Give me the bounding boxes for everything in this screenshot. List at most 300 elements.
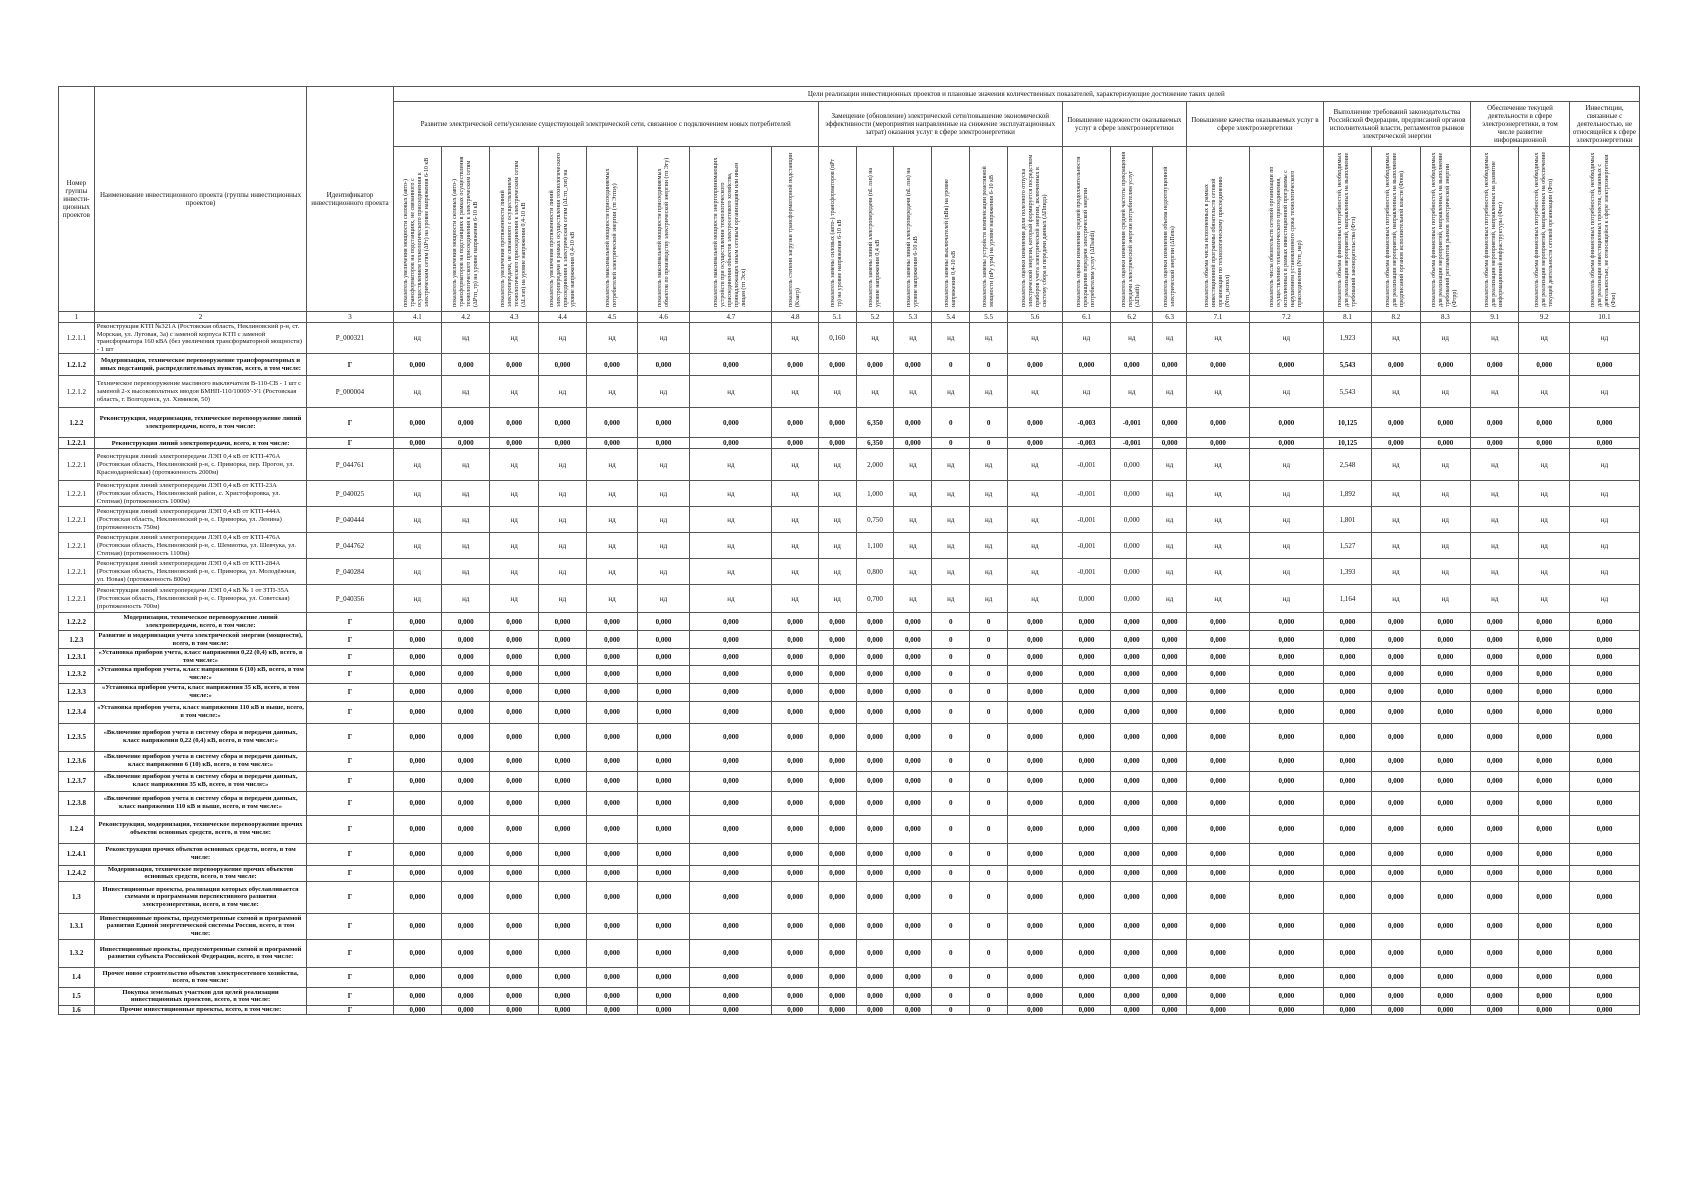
- row-value-cell: нд: [1420, 449, 1471, 481]
- row-value-cell: 0,000: [690, 723, 772, 751]
- row-value-cell: 0,000: [1111, 665, 1153, 683]
- row-value-cell: 0,000: [1186, 939, 1249, 967]
- row-value-cell: 0,000: [587, 723, 638, 751]
- row-value-cell: 0,000: [1008, 771, 1063, 791]
- row-value-cell: 0,000: [1569, 843, 1639, 865]
- table-row: [59, 408, 1640, 438]
- row-project-id: Г: [307, 843, 393, 865]
- row-value-cell: 0,000: [1153, 815, 1187, 843]
- row-value-cell: -0,001: [1111, 408, 1153, 438]
- row-value-cell: 0,000: [1062, 967, 1110, 987]
- row-value-cell: 0,000: [1569, 967, 1639, 987]
- row-project-id: Г: [307, 701, 393, 723]
- row-value-cell: нд: [538, 507, 586, 533]
- row-value-cell: 0,000: [1250, 613, 1324, 631]
- indicator-label: показатель объема финансовых потребностей, необходимых для реализации мероприятий, направленных на выполнение требований регламентов рынков электрической энергии (Фтрр): [1431, 152, 1459, 307]
- row-value-cell: 0,000: [818, 815, 856, 843]
- row-value-cell: 0,000: [1471, 939, 1519, 967]
- row-value-cell: 0,000: [1471, 791, 1519, 815]
- row-value-cell: 0,000: [1471, 881, 1519, 913]
- row-value-cell: нд: [970, 449, 1008, 481]
- row-value-cell: 0,000: [1569, 791, 1639, 815]
- row-value-cell: 0,000: [1250, 865, 1324, 881]
- row-value-cell: 0,000: [894, 408, 932, 438]
- row-value-cell: 0,000: [393, 913, 441, 939]
- row-value-cell: 0,160: [818, 323, 856, 354]
- row-value-cell: нд: [690, 376, 772, 408]
- row-value-cell: 0,000: [1569, 701, 1639, 723]
- row-value-cell: нд: [772, 481, 818, 507]
- row-value-cell: 0,000: [538, 631, 586, 649]
- indicator-header: [772, 147, 818, 312]
- row-value-cell: 0,000: [1186, 683, 1249, 701]
- row-value-cell: 0,000: [1062, 665, 1110, 683]
- row-value-cell: 0,000: [1420, 613, 1471, 631]
- row-value-cell: 0,000: [690, 771, 772, 791]
- row-value-cell: 2,548: [1323, 449, 1371, 481]
- row-value-cell: 0,000: [1250, 751, 1324, 771]
- row-value-cell: 0,000: [1471, 723, 1519, 751]
- row-project-name: «Установка приборов учета, класс напряжения 110 кВ и выше, всего, в том числе:»: [94, 701, 307, 723]
- column-number: 7.1: [1186, 312, 1249, 323]
- row-value-cell: 0,000: [1471, 913, 1519, 939]
- row-value-cell: нд: [490, 585, 538, 613]
- row-value-cell: 0,000: [772, 613, 818, 631]
- row-value-cell: 0,000: [856, 701, 894, 723]
- row-value-cell: 0,000: [587, 613, 638, 631]
- row-value-cell: 0,000: [442, 408, 490, 438]
- row-value-cell: 0,000: [1569, 865, 1639, 881]
- row-value-cell: 0,000: [538, 665, 586, 683]
- row-value-cell: 0,000: [490, 683, 538, 701]
- row-value-cell: 0,000: [1420, 987, 1471, 1005]
- row-value-cell: 0,000: [772, 354, 818, 376]
- row-value-cell: 0,000: [690, 815, 772, 843]
- row-value-cell: 0,000: [856, 665, 894, 683]
- row-value-cell: нд: [490, 376, 538, 408]
- indicator-label: показатель объема финансовых потребностей, необходимых для реализации мероприятий, направленных на обеспечение текущей деятельности сетевой организации (Фто): [1533, 151, 1554, 307]
- row-value-cell: 0,000: [1420, 815, 1471, 843]
- row-value-cell: 0: [970, 865, 1008, 881]
- row-value-cell: нд: [587, 376, 638, 408]
- row-value-cell: нд: [1471, 585, 1519, 613]
- row-value-cell: нд: [393, 449, 441, 481]
- row-value-cell: 0,000: [490, 649, 538, 665]
- row-value-cell: 0,000: [490, 354, 538, 376]
- indicator-header: [1471, 147, 1519, 312]
- row-value-cell: 0: [932, 438, 970, 449]
- row-value-cell: 0,000: [1420, 913, 1471, 939]
- indicator-label: показатель максимальной мощности энергопринимающих устройств при осуществлении технологического присоединения объектов электросетевого хозяйства, принадлежащих иным сетевым организациям или иным лицам (тп Эсх): [713, 157, 748, 307]
- row-value-cell: нд: [1372, 323, 1420, 354]
- indicator-label: показатель замены устройств компенсации реактивной мощности (nPу урм) на уровне напряжения 6-10 кВ: [981, 166, 995, 307]
- row-value-cell: 0,000: [1323, 683, 1371, 701]
- row-value-cell: нд: [772, 533, 818, 559]
- column-number: 4.7: [690, 312, 772, 323]
- row-value-cell: 0,000: [1471, 967, 1519, 987]
- row-value-cell: 0,000: [772, 751, 818, 771]
- row-value-cell: нд: [1471, 533, 1519, 559]
- row-value-cell: 0,000: [1008, 354, 1063, 376]
- row-group-number: 1.2.2.1: [59, 449, 95, 481]
- row-value-cell: нд: [637, 376, 690, 408]
- row-value-cell: 6,350: [856, 438, 894, 449]
- row-value-cell: 0,000: [690, 665, 772, 683]
- row-value-cell: 0,000: [1420, 751, 1471, 771]
- row-value-cell: 0,000: [1372, 701, 1420, 723]
- row-value-cell: 0,000: [818, 665, 856, 683]
- row-value-cell: 0,000: [1323, 723, 1371, 751]
- row-value-cell: 0,000: [393, 881, 441, 913]
- row-value-cell: 0,000: [1008, 865, 1063, 881]
- row-group-number: 1.2.4.1: [59, 843, 95, 865]
- row-value-cell: 0,000: [690, 881, 772, 913]
- row-value-cell: 0,000: [442, 865, 490, 881]
- table-row: [59, 939, 1640, 967]
- row-value-cell: 0,000: [1323, 967, 1371, 987]
- row-value-cell: нд: [587, 559, 638, 585]
- indicator-header: [690, 147, 772, 312]
- indicator-label: показатель замены выключателей (nВв) на уровне напряжения 0,4-10 кВ: [943, 179, 957, 307]
- row-value-cell: 0,000: [442, 987, 490, 1005]
- row-value-cell: 0: [932, 939, 970, 967]
- row-value-cell: 0,000: [1420, 683, 1471, 701]
- row-value-cell: 0,000: [538, 771, 586, 791]
- column-number: 6.1: [1062, 312, 1110, 323]
- row-value-cell: 0,000: [587, 408, 638, 438]
- row-value-cell: 0,000: [1153, 751, 1187, 771]
- row-value-cell: 0,000: [818, 613, 856, 631]
- row-value-cell: нд: [1250, 559, 1324, 585]
- row-value-cell: 0,000: [894, 939, 932, 967]
- column-number: 5.1: [818, 312, 856, 323]
- row-value-cell: нд: [393, 376, 441, 408]
- row-value-cell: 0,000: [856, 613, 894, 631]
- goal-group-header: Замещение (обновление) электрической сети/повышение экономической эффективности (мероприятия направленные на снижение эксплуатационных затрат) оказания услуг в сфере электроэнергетики: [818, 102, 1062, 147]
- row-value-cell: 0,000: [637, 771, 690, 791]
- row-value-cell: 0,000: [772, 865, 818, 881]
- row-value-cell: нд: [1153, 507, 1187, 533]
- row-value-cell: 0,000: [1111, 987, 1153, 1005]
- row-value-cell: 0,000: [1062, 701, 1110, 723]
- indicator-header: [1111, 147, 1153, 312]
- table-row: [59, 791, 1640, 815]
- row-value-cell: 0,000: [1062, 354, 1110, 376]
- row-value-cell: 0,000: [1186, 815, 1249, 843]
- row-value-cell: 0,000: [1471, 631, 1519, 649]
- row-value-cell: 0,000: [490, 843, 538, 865]
- row-project-name: Реконструкция линий электропередачи ЛЭП 0,4 кВ от КТП-476А (Ростовская область, Неклиновский р-н, с. Шемиотка, ул. Шевчука, ул. Степная) (протяженность 1100м): [94, 533, 307, 559]
- table-row: [59, 701, 1640, 723]
- row-value-cell: нд: [1372, 533, 1420, 559]
- header-goals: Цели реализации инвестиционных проектов и плановые значения количественных показателей, характеризующие достижение таких целей: [393, 87, 1639, 102]
- column-number: 4.2: [442, 312, 490, 323]
- row-value-cell: 0,000: [1569, 408, 1639, 438]
- row-value-cell: 0,000: [1569, 987, 1639, 1005]
- row-value-cell: 0,000: [772, 723, 818, 751]
- row-value-cell: нд: [1186, 507, 1249, 533]
- row-value-cell: 0,000: [1008, 913, 1063, 939]
- row-value-cell: 0: [970, 913, 1008, 939]
- row-value-cell: 0,000: [490, 881, 538, 913]
- row-value-cell: 0,000: [856, 865, 894, 881]
- row-value-cell: 0,000: [442, 723, 490, 751]
- row-value-cell: нд: [1372, 449, 1420, 481]
- row-value-cell: 0,000: [637, 408, 690, 438]
- row-value-cell: 0: [932, 613, 970, 631]
- row-value-cell: 0,000: [772, 881, 818, 913]
- row-value-cell: 0,000: [637, 701, 690, 723]
- row-value-cell: 0,000: [538, 649, 586, 665]
- row-value-cell: 0,000: [1420, 438, 1471, 449]
- row-value-cell: 0,000: [393, 701, 441, 723]
- row-value-cell: нд: [1186, 533, 1249, 559]
- row-value-cell: нд: [1153, 585, 1187, 613]
- row-project-id: Г: [307, 1005, 393, 1014]
- row-value-cell: 0,000: [1153, 987, 1187, 1005]
- row-value-cell: 0: [970, 815, 1008, 843]
- row-value-cell: 0,000: [1519, 939, 1570, 967]
- row-value-cell: 0,000: [1519, 791, 1570, 815]
- row-value-cell: 0: [970, 881, 1008, 913]
- indicator-header: [1519, 147, 1570, 312]
- row-project-id: P_044762: [307, 533, 393, 559]
- row-value-cell: 0,000: [1250, 815, 1324, 843]
- row-value-cell: 0,000: [772, 987, 818, 1005]
- row-value-cell: 0,000: [442, 751, 490, 771]
- row-value-cell: 0,000: [1372, 1005, 1420, 1014]
- row-value-cell: 0,000: [894, 881, 932, 913]
- row-value-cell: нд: [637, 323, 690, 354]
- row-group-number: 1.4: [59, 967, 95, 987]
- table-row: [59, 723, 1640, 751]
- row-value-cell: нд: [818, 559, 856, 585]
- row-value-cell: нд: [818, 533, 856, 559]
- row-value-cell: 0,000: [894, 771, 932, 791]
- row-value-cell: нд: [970, 376, 1008, 408]
- row-value-cell: 0: [932, 701, 970, 723]
- row-value-cell: 0,000: [1062, 751, 1110, 771]
- row-value-cell: нд: [1250, 323, 1324, 354]
- row-value-cell: 0,000: [637, 683, 690, 701]
- row-value-cell: нд: [1372, 559, 1420, 585]
- row-group-number: 1.3.2: [59, 939, 95, 967]
- indicator-header: [856, 147, 894, 312]
- row-value-cell: 0,000: [1111, 939, 1153, 967]
- row-value-cell: 1,527: [1323, 533, 1371, 559]
- row-value-cell: нд: [1569, 376, 1639, 408]
- row-value-cell: нд: [442, 376, 490, 408]
- row-value-cell: нд: [894, 533, 932, 559]
- row-value-cell: 0,000: [637, 1005, 690, 1014]
- row-value-cell: 0,000: [894, 649, 932, 665]
- row-value-cell: нд: [1008, 323, 1063, 354]
- row-value-cell: 0,000: [1420, 843, 1471, 865]
- row-value-cell: нд: [772, 559, 818, 585]
- row-value-cell: нд: [1153, 323, 1187, 354]
- row-value-cell: 0,000: [1471, 613, 1519, 631]
- table-row: [59, 683, 1640, 701]
- row-project-id: Г: [307, 438, 393, 449]
- row-project-name: Инвестиционные проекты, реализация которых обуславливается схемами и программами перспективного развития электроэнергетики, всего, в том числе:: [94, 881, 307, 913]
- row-value-cell: 0,000: [894, 751, 932, 771]
- row-value-cell: 0,000: [393, 665, 441, 683]
- header-project-id: Идентификатор инвестиционного проекта: [307, 87, 393, 312]
- row-value-cell: 0,000: [1008, 987, 1063, 1005]
- row-value-cell: 0,000: [856, 771, 894, 791]
- row-value-cell: 0,000: [818, 913, 856, 939]
- row-group-number: 1.5: [59, 987, 95, 1005]
- row-value-cell: нд: [490, 481, 538, 507]
- row-value-cell: нд: [690, 533, 772, 559]
- row-value-cell: 0,000: [894, 438, 932, 449]
- row-value-cell: нд: [772, 585, 818, 613]
- row-project-name: Модернизация, техническое перевооружение трансформаторных и иных подстанций, распределительных пунктов, всего, в том числе:: [94, 354, 307, 376]
- row-value-cell: нд: [1250, 481, 1324, 507]
- row-value-cell: 0,000: [490, 701, 538, 723]
- row-value-cell: 0,000: [490, 613, 538, 631]
- indicator-header: [490, 147, 538, 312]
- row-value-cell: нд: [690, 585, 772, 613]
- row-value-cell: 1,100: [856, 533, 894, 559]
- row-value-cell: 0,000: [442, 791, 490, 815]
- goal-group-header: Инвестиции, связанные с деятельностью, не относящейся к сфере электроэнергетики: [1569, 102, 1639, 147]
- row-value-cell: 0,000: [1420, 354, 1471, 376]
- row-value-cell: 0,000: [538, 865, 586, 881]
- row-value-cell: 0,000: [1420, 771, 1471, 791]
- row-value-cell: нд: [1153, 559, 1187, 585]
- row-value-cell: 0,000: [1111, 723, 1153, 751]
- row-value-cell: 0,000: [393, 649, 441, 665]
- column-number: 6.3: [1153, 312, 1187, 323]
- row-value-cell: 0,000: [690, 438, 772, 449]
- row-value-cell: нд: [932, 585, 970, 613]
- row-value-cell: нд: [587, 585, 638, 613]
- row-value-cell: 0,000: [1471, 987, 1519, 1005]
- row-value-cell: 0: [932, 408, 970, 438]
- row-value-cell: 0,000: [690, 913, 772, 939]
- row-value-cell: 0,000: [818, 1005, 856, 1014]
- row-value-cell: 0: [970, 1005, 1008, 1014]
- row-value-cell: нд: [442, 449, 490, 481]
- row-project-id: P_040356: [307, 585, 393, 613]
- row-value-cell: 0,000: [1250, 987, 1324, 1005]
- row-value-cell: нд: [1008, 376, 1063, 408]
- row-value-cell: нд: [538, 481, 586, 507]
- row-value-cell: нд: [1186, 449, 1249, 481]
- row-value-cell: 0,000: [894, 967, 932, 987]
- indicator-header: [538, 147, 586, 312]
- row-value-cell: 0,000: [490, 913, 538, 939]
- row-value-cell: нд: [637, 481, 690, 507]
- row-value-cell: нд: [970, 559, 1008, 585]
- row-value-cell: 0,000: [818, 865, 856, 881]
- row-value-cell: 0,000: [1420, 408, 1471, 438]
- row-value-cell: 0,000: [1250, 723, 1324, 751]
- row-value-cell: 0,000: [1372, 751, 1420, 771]
- indicator-label: показатель увеличения мощности силовых (авто-) трансформаторов на подстанциях в рамках осуществления технологического присоединения к электрическим сетям (ΔPтп_тр) на уровне напряжения 6-10 кВ: [451, 156, 479, 307]
- row-value-cell: нд: [393, 323, 441, 354]
- row-value-cell: нд: [587, 449, 638, 481]
- row-value-cell: нд: [637, 559, 690, 585]
- row-value-cell: 0,000: [1153, 771, 1187, 791]
- row-value-cell: 0,000: [1062, 843, 1110, 865]
- row-value-cell: 0,000: [637, 613, 690, 631]
- row-value-cell: нд: [393, 533, 441, 559]
- row-value-cell: 0,000: [637, 865, 690, 881]
- row-value-cell: нд: [1471, 481, 1519, 507]
- row-value-cell: 0,000: [856, 815, 894, 843]
- row-value-cell: 0,000: [1323, 771, 1371, 791]
- row-value-cell: 0,000: [818, 631, 856, 649]
- row-value-cell: нд: [1372, 376, 1420, 408]
- row-value-cell: 0,000: [1420, 631, 1471, 649]
- row-value-cell: 0,000: [1519, 865, 1570, 881]
- goal-group-header: Повышение качества оказываемых услуг в сфере электроэнергетики: [1186, 102, 1323, 147]
- row-value-cell: 0,000: [894, 843, 932, 865]
- row-value-cell: 0,000: [1186, 771, 1249, 791]
- table-row: [59, 843, 1640, 865]
- row-value-cell: 0,000: [1008, 613, 1063, 631]
- row-value-cell: нд: [1186, 559, 1249, 585]
- row-value-cell: 0,000: [393, 939, 441, 967]
- row-value-cell: 0,000: [690, 967, 772, 987]
- column-number: 1: [59, 312, 95, 323]
- row-value-cell: 0,000: [637, 881, 690, 913]
- row-value-cell: 0,000: [1519, 649, 1570, 665]
- row-value-cell: нд: [587, 323, 638, 354]
- row-value-cell: 0,000: [1062, 631, 1110, 649]
- row-value-cell: 0,000: [637, 665, 690, 683]
- row-group-number: 1.2.3.7: [59, 771, 95, 791]
- indicator-header: [1372, 147, 1420, 312]
- row-group-number: 1.2.3.2: [59, 665, 95, 683]
- row-value-cell: 0,000: [1062, 815, 1110, 843]
- row-value-cell: нд: [1250, 585, 1324, 613]
- row-project-name: Прочее новое строительство объектов электросетевого хозяйства, всего, в том числе:: [94, 967, 307, 987]
- row-value-cell: 0,000: [1569, 649, 1639, 665]
- row-value-cell: 0,000: [1372, 354, 1420, 376]
- row-value-cell: 0,000: [1250, 438, 1324, 449]
- row-value-cell: 0,000: [1186, 881, 1249, 913]
- row-value-cell: нд: [1062, 376, 1110, 408]
- row-value-cell: 0,000: [1062, 865, 1110, 881]
- row-value-cell: нд: [637, 507, 690, 533]
- row-value-cell: 0,000: [1323, 865, 1371, 881]
- row-value-cell: нд: [1008, 559, 1063, 585]
- row-value-cell: 0,000: [587, 843, 638, 865]
- row-project-id: Г: [307, 683, 393, 701]
- row-value-cell: 0,000: [538, 881, 586, 913]
- row-value-cell: 0: [932, 665, 970, 683]
- row-value-cell: 0,000: [1471, 1005, 1519, 1014]
- row-value-cell: нд: [490, 449, 538, 481]
- row-value-cell: нд: [1153, 481, 1187, 507]
- row-value-cell: нд: [490, 559, 538, 585]
- row-value-cell: 0,000: [1372, 987, 1420, 1005]
- indicator-label: показатель числа обязательств сетевой организации по осуществлению технологического присоединения, исполненных в рамках инвестиционной программы с нарушением установленного срока технологического присоединения (Nтп_нар): [1268, 166, 1303, 307]
- row-value-cell: 0,000: [1186, 438, 1249, 449]
- row-value-cell: 0,000: [637, 438, 690, 449]
- row-value-cell: 0,000: [1111, 701, 1153, 723]
- row-value-cell: 0,000: [818, 967, 856, 987]
- row-value-cell: 0,000: [1111, 683, 1153, 701]
- row-value-cell: 1,892: [1323, 481, 1371, 507]
- row-project-name: Реконструкция линий электропередачи, всего, в том числе:: [94, 438, 307, 449]
- row-value-cell: 0: [932, 354, 970, 376]
- row-value-cell: нд: [1186, 323, 1249, 354]
- row-value-cell: 0,000: [1111, 791, 1153, 815]
